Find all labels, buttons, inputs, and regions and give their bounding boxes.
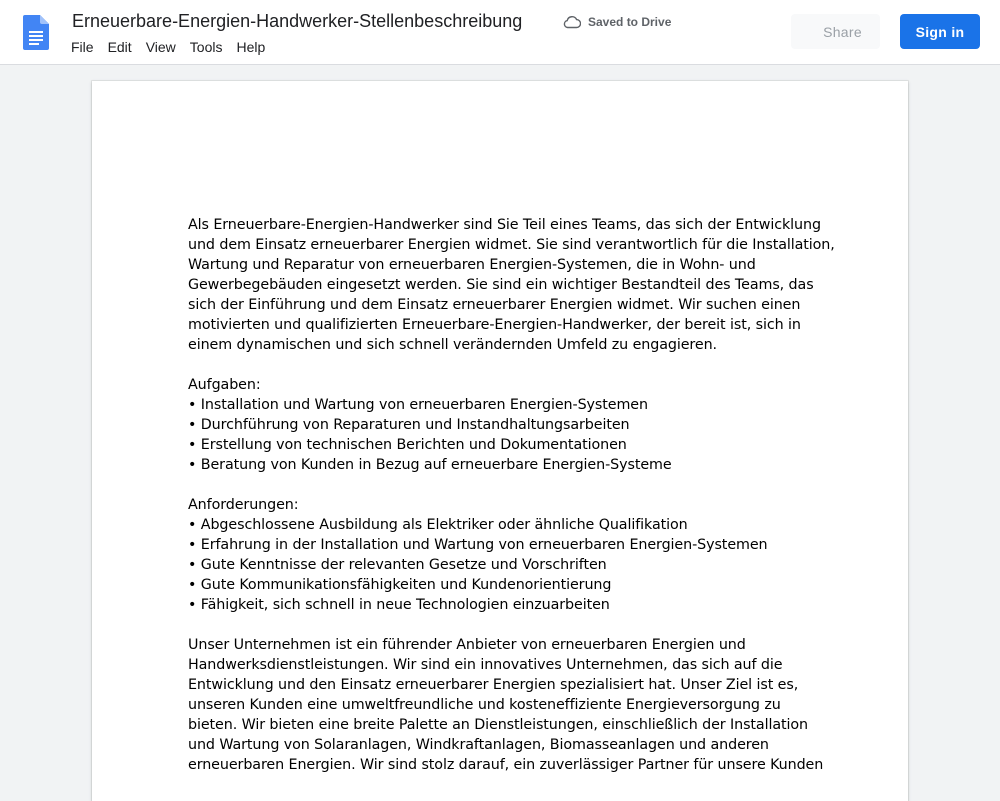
- requirements-section: [188, 495, 818, 615]
- text-line: Handwerksdienstleistungen. Wir sind ein innovatives Unternehmen, das sich auf die: [188, 657, 783, 673]
- intro-paragraph: [188, 215, 835, 355]
- task-item: • Durchführung von Reparaturen und Instandhaltungsarbeiten: [188, 417, 630, 433]
- requirements-heading: Anforderungen:: [188, 497, 299, 513]
- requirement-item: • Gute Kommunikationsfähigkeiten und Kundenorientierung: [188, 577, 612, 593]
- saved-status[interactable]: [563, 14, 671, 30]
- text-line: unseren Kunden eine umweltfreundliche und kosteneffiziente Energieversorgung zu: [188, 697, 781, 713]
- text-line: Entwicklung und den Einsatz erneuerbarer Energien spezialisiert hat. Unser Ziel ist es,: [188, 677, 799, 693]
- google-docs-icon[interactable]: [23, 15, 49, 50]
- text-line: und Wartung von Solaranlagen, Windkraftanlagen, Biomasseanlagen und anderen: [188, 737, 769, 753]
- text-line: Gewerbegebäuden eingesetzt werden. Sie sind ein wichtiger Bestandteil des Teams, das: [188, 277, 814, 293]
- document-page[interactable]: [92, 81, 908, 801]
- sign-in-button[interactable]: Sign in: [900, 14, 980, 49]
- requirement-item: • Abgeschlossene Ausbildung als Elektriker oder ähnliche Qualifikation: [188, 517, 688, 533]
- blank-line: [188, 355, 818, 375]
- task-item: • Beratung von Kunden in Bezug auf erneuerbare Energien-Systeme: [188, 457, 672, 473]
- tasks-section: [188, 375, 818, 475]
- menu-view[interactable]: View: [145, 39, 176, 55]
- text-line: erneuerbaren Energien. Wir sind stolz darauf, ein zuverlässiger Partner für unsere Kunden: [188, 757, 824, 773]
- saved-status-label: Saved to Drive: [588, 15, 672, 29]
- text-line: einem dynamischen und sich schnell verändernden Umfeld zu engagieren.: [188, 337, 717, 353]
- tasks-heading: Aufgaben:: [188, 377, 261, 393]
- requirement-item: • Erfahrung in der Installation und Wartung von erneuerbaren Energien-Systemen: [188, 537, 768, 553]
- document-body[interactable]: [188, 215, 835, 775]
- requirement-item: • Fähigkeit, sich schnell in neue Technologien einzuarbeiten: [188, 597, 610, 613]
- cloud-done-icon: [563, 15, 581, 29]
- blank-line: [188, 615, 818, 635]
- blank-line: [188, 475, 818, 495]
- menu-file[interactable]: File: [71, 39, 94, 55]
- top-bar: [0, 0, 1000, 65]
- menu-help[interactable]: Help: [236, 39, 266, 55]
- text-line: Wartung und Reparatur von erneuerbaren Energien-Systemen, die in Wohn- und: [188, 257, 756, 273]
- requirement-item: • Gute Kenntnisse der relevanten Gesetze und Vorschriften: [188, 557, 607, 573]
- text-line: Unser Unternehmen ist ein führender Anbieter von erneuerbaren Energien und: [188, 637, 746, 653]
- text-line: bieten. Wir bieten eine breite Palette an Dienstleistungen, einschließlich der Installation: [188, 717, 808, 733]
- text-line: und dem Einsatz erneuerbarer Energien widmet. Sie sind verantwortlich für die Installation,: [188, 237, 835, 253]
- task-item: • Installation und Wartung von erneuerbaren Energien-Systemen: [188, 397, 648, 413]
- document-title[interactable]: Erneuerbare-Energien-Handwerker-Stellenbeschreibung: [72, 11, 523, 31]
- share-button[interactable]: Share: [791, 14, 880, 49]
- menu-bar: [64, 38, 272, 58]
- menu-edit[interactable]: Edit: [107, 39, 132, 55]
- task-item: • Erstellung von technischen Berichten und Dokumentationen: [188, 437, 627, 453]
- company-paragraph: [188, 635, 824, 775]
- text-line: motivierten und qualifizierten Erneuerbare-Energien-Handwerker, der bereit ist, sich in: [188, 317, 801, 333]
- text-line: Als Erneuerbare-Energien-Handwerker sind Sie Teil eines Teams, das sich der Entwicklung: [188, 217, 821, 233]
- menu-tools[interactable]: Tools: [189, 39, 223, 55]
- text-line: sich der Einführung und dem Einsatz erneuerbarer Energien widmet. Wir suchen einen: [188, 297, 801, 313]
